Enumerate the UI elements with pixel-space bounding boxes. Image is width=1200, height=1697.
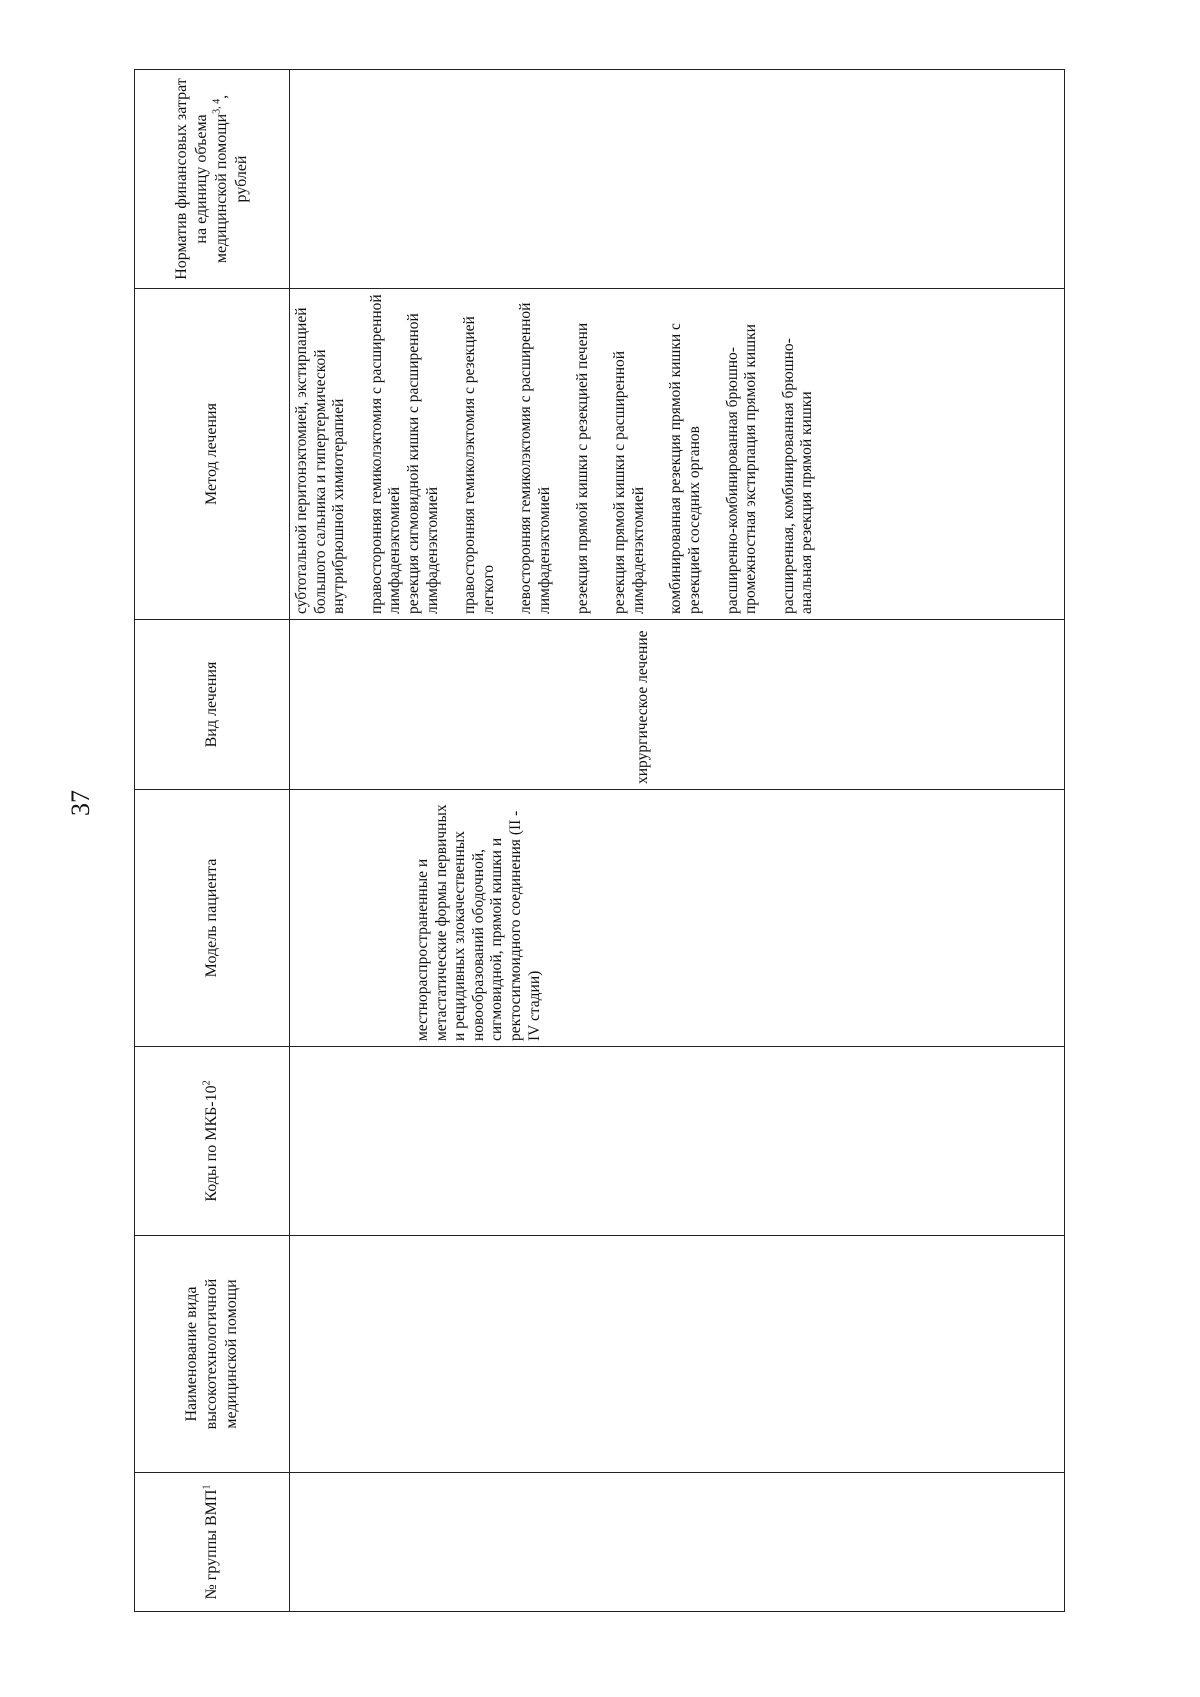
method-item: расширенно-комбинированная брюшно-промежностная экстирпация прямой кишки xyxy=(723,324,760,614)
table-header-row xyxy=(135,70,290,1612)
method-item: правосторонняя гемиколэктомия с расширенной лимфаденэктомией xyxy=(367,294,404,614)
cell-patient-model: местнораспространенные и метастатические формы первичных и рецидивных злокачественных новообразований ободочной, сигмовидной, прямой кишки и ректосигмоидного соединения (II - IV стадии) xyxy=(290,790,1065,1047)
cell-vmp-name xyxy=(290,1236,1065,1473)
method-item: комбинированная резекция прямой кишки с резекцией соседних органов xyxy=(667,323,703,614)
header-vmp-name: Наименование вида высокотехнологичной медицинской помощи xyxy=(135,1236,290,1473)
header-treatment-method: Метод лечения xyxy=(135,289,290,620)
header-cost-norm: Норматив финансовых затрат на единицу объема медицинской помощи$^{3, 4}$, рублей xyxy=(135,70,290,289)
header-treatment-type: Вид лечения xyxy=(135,620,290,790)
cell-group-number xyxy=(290,1473,1065,1612)
header-group-number: № группы ВМП$^1$ xyxy=(135,1473,290,1612)
page-number: 37 xyxy=(66,790,95,816)
method-item: резекция сигмовидной кишки с расширенной лимфаденэктомией xyxy=(404,313,441,614)
method-item: субтотальной перитонэктомией, экстирпацией большого сальника и гипертермической внутрибрюшной химиотерапией xyxy=(293,307,348,614)
header-icd-codes: Коды по МКБ-$10^2$ xyxy=(135,1047,290,1236)
cell-treatment-type: хирургическое лечение xyxy=(290,620,1065,790)
method-item: расширенная, комбинированная брюшно-анальная резекция прямой кишки xyxy=(779,338,816,614)
header-patient-model: Модель пациента xyxy=(135,790,290,1047)
table-row xyxy=(290,70,1065,1612)
cell-cost-norm xyxy=(290,70,1065,289)
method-item: резекция прямой кишки с резекцией печени xyxy=(573,322,591,614)
method-item: левосторонняя гемиколэктомия с расширенной лимфаденэктомией xyxy=(517,302,553,614)
cell-icd-codes xyxy=(290,1047,1065,1236)
rotated-table-page xyxy=(134,70,1065,1612)
cell-treatment-method xyxy=(290,289,1065,620)
method-item: резекция прямой кишки с расширенной лимфаденэктомией xyxy=(611,350,647,614)
method-item: правосторонняя гемиколэктомия с резекцией легкого xyxy=(461,316,497,614)
vmp-table xyxy=(134,69,1065,1612)
